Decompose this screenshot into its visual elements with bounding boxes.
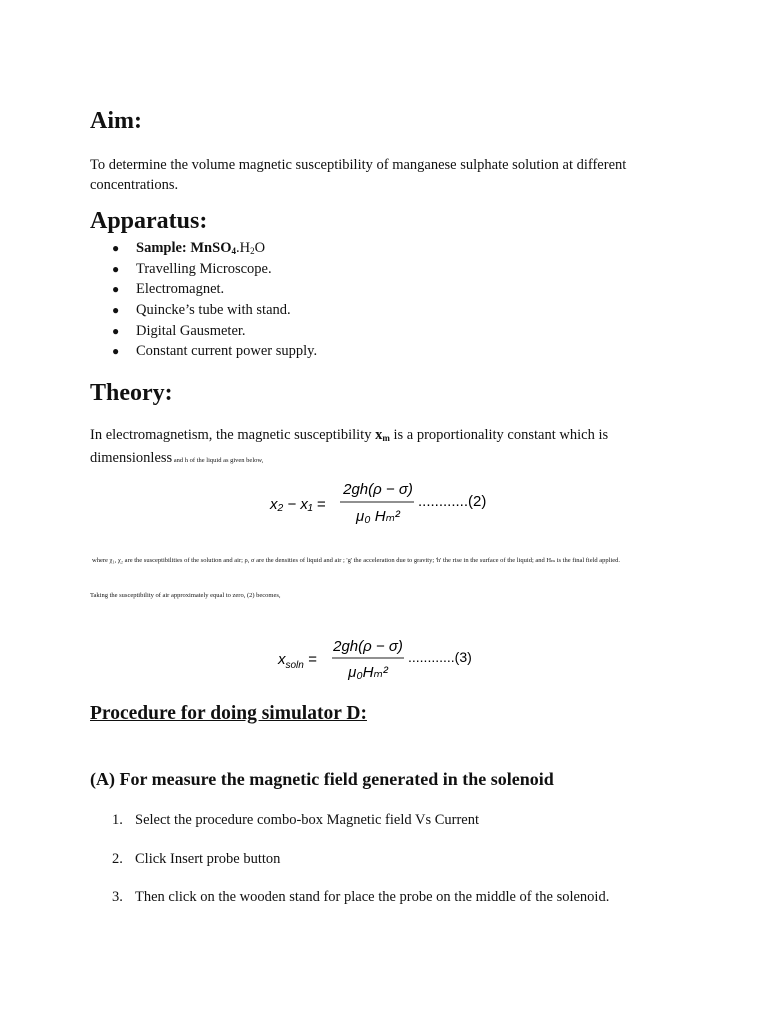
bullet-icon: ● xyxy=(112,303,120,318)
apparatus-heading: Apparatus: xyxy=(90,208,208,234)
eq3-numerator: 2gh(ρ − σ) xyxy=(333,638,403,655)
apparatus-item: ● Constant current power supply. xyxy=(90,341,317,362)
apparatus-item: ● Digital Gausmeter. xyxy=(90,321,317,342)
apparatus-item: ● Quincke’s tube with stand. xyxy=(90,300,317,321)
approximation-note: Taking the susceptibility of air approximately equal to zero, (2) becomes, xyxy=(90,592,281,599)
eq2-lhs: x₂ − x₁ = xyxy=(270,496,326,513)
eq2-denominator: μ₀ Hₘ² xyxy=(356,508,400,525)
apparatus-list xyxy=(90,238,317,362)
sample-label: Sample: xyxy=(136,240,187,256)
bullet-icon: ● xyxy=(112,344,120,359)
bullet-icon: ● xyxy=(112,261,120,276)
eq3-denominator: μ₀Hₘ² xyxy=(348,664,388,681)
procedure-step: 2. Click Insert probe button xyxy=(112,851,281,867)
aim-text: To determine the volume magnetic susceptibility of manganese sulphate solution at different concentrations. xyxy=(90,157,627,193)
eq2-tag: ............(2) xyxy=(418,493,487,510)
equation-3 xyxy=(270,634,520,694)
bullet-icon: ● xyxy=(112,241,120,255)
procedure-subheading: (A) For measure the magnetic field generated in the solenoid xyxy=(90,769,554,789)
bullet-icon: ● xyxy=(112,282,120,297)
aim-heading: Aim: xyxy=(90,108,142,134)
susceptibility-symbol: $x_m$ xyxy=(375,427,390,443)
procedure-step: 3. Then click on the wooden stand for place the probe on the middle of the solenoid. xyxy=(112,889,610,905)
eq2-numerator: 2gh(ρ − σ) xyxy=(343,481,413,498)
apparatus-item: ● Electromagnet. xyxy=(90,279,317,300)
apparatus-item: ● Travelling Microscope. xyxy=(90,259,317,280)
symbols-note: where χ₁, χ₂ are the susceptibilities of the solution and air; ρ, σ are the densities of liquid and air ; 'g' the acceleration due to gravity; 'h' the rise in the surface of the liquid; and Hₘ is the final field applied. xyxy=(92,557,621,564)
eq3-lhs: $x_{soln}$ = xyxy=(278,651,317,671)
sample-formula: MnSO$_4$ xyxy=(190,240,236,256)
procedure-heading: Procedure for doing simulator D: xyxy=(90,703,367,724)
apparatus-item-sample: ● Sample: $MnSO_4.H_2O$ xyxy=(90,238,317,259)
theory-heading: Theory: xyxy=(90,380,173,406)
procedure-step: 1. Select the procedure combo-box Magnetic field Vs Current xyxy=(112,812,479,828)
equation-2 xyxy=(260,474,520,534)
theory-text: In electromagnetism, the magnetic susceptibility $x_m$ is a proportionality constant which is dimensionless and h of the liquid as given below, xyxy=(90,427,609,466)
bullet-icon: ● xyxy=(112,323,120,338)
eq3-tag: ............(3) xyxy=(408,649,472,665)
